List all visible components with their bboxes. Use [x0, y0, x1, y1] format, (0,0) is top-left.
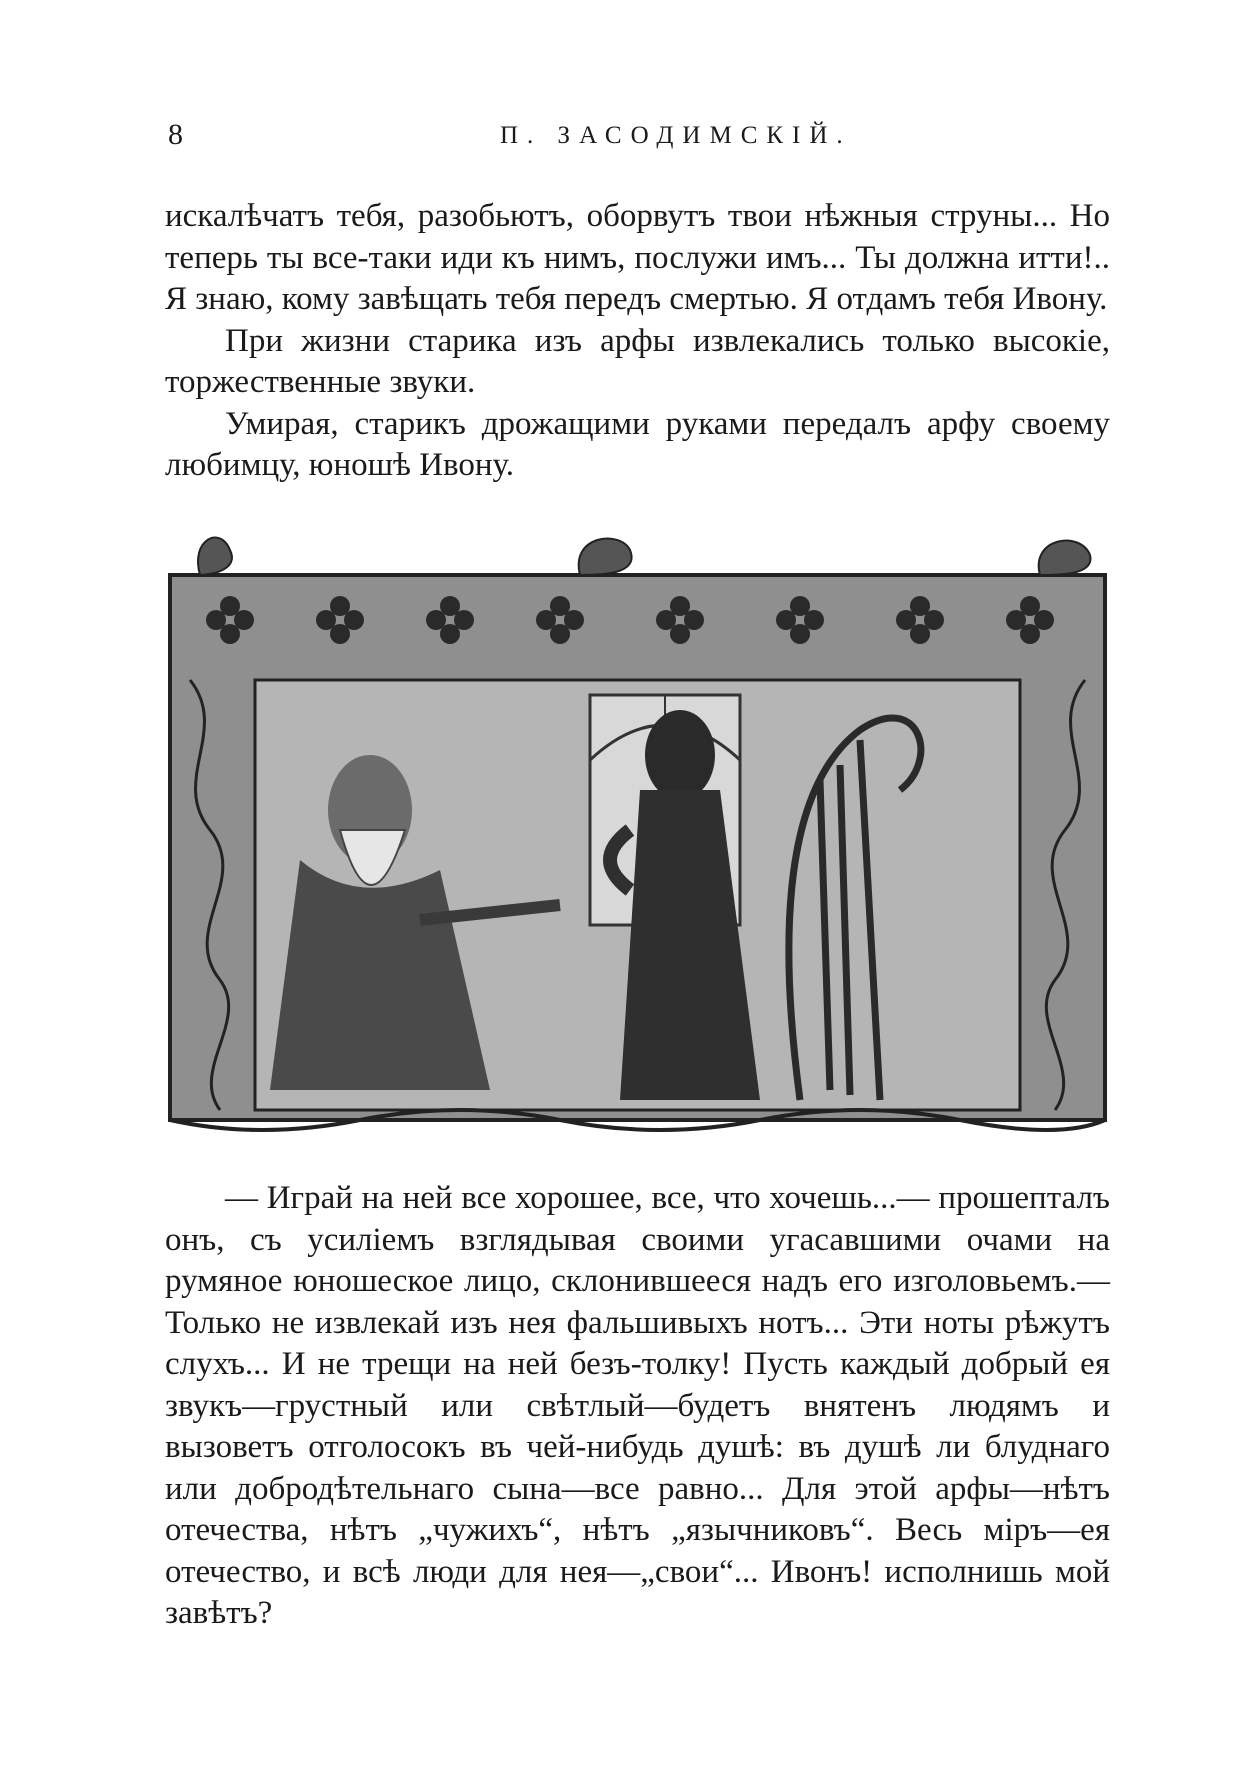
running-head: П. ЗАСОДИМСКІЙ.: [500, 122, 852, 149]
top-text-block: [165, 196, 1110, 487]
crest-ornaments: [198, 538, 1090, 575]
paragraph-harp-handover: Умирая, старикъ дрожащими руками передалъ арфу своему любимцу, юношѣ Ивону.: [165, 405, 1110, 483]
engraving-illustration: [160, 530, 1115, 1145]
paragraph-continuation: искалѣчатъ тебя, разобьютъ, оборвутъ твои нѣжныя струны... Но теперь ты все-таки иди къ нимъ, послужи имъ... Ты должна итти!.. Я знаю, кому завѣщать тебя передъ смертью. Я отдамъ тебя Ивону.: [165, 198, 1110, 317]
bottom-text-block: [165, 1178, 1110, 1635]
page-number: 8: [168, 118, 183, 151]
paragraph-harp-sounds: При жизни старика изъ арфы извлекались только высокіе, торжественные звуки.: [165, 322, 1110, 400]
paragraph-dying-words: — Играй на ней все хорошее, все, что хочешь...— прошепталъ онъ, съ усиліемъ взглядывая своими угасавшими очами на румяное юношеское лицо, склонившееся надъ его изголовьемъ.—Только не извлекай изъ нея фальшивыхъ нотъ... Эти ноты рѣжутъ слухъ... И не трещи на ней безъ-толку! Пусть каждый добрый ея звукъ—грустный или свѣтлый—будетъ внятенъ людямъ и вызоветъ отголосокъ въ чей-нибудь душѣ: въ душѣ ли блуднаго или добродѣтельнаго сына—все равно... Для этой арфы—нѣтъ отечества, нѣтъ „чужихъ“, нѣтъ „язычниковъ“. Весь міръ—ея отечество, и всѣ люди для нея—„свои“... Ивонъ! исполнишь мой завѣтъ?: [165, 1180, 1110, 1631]
